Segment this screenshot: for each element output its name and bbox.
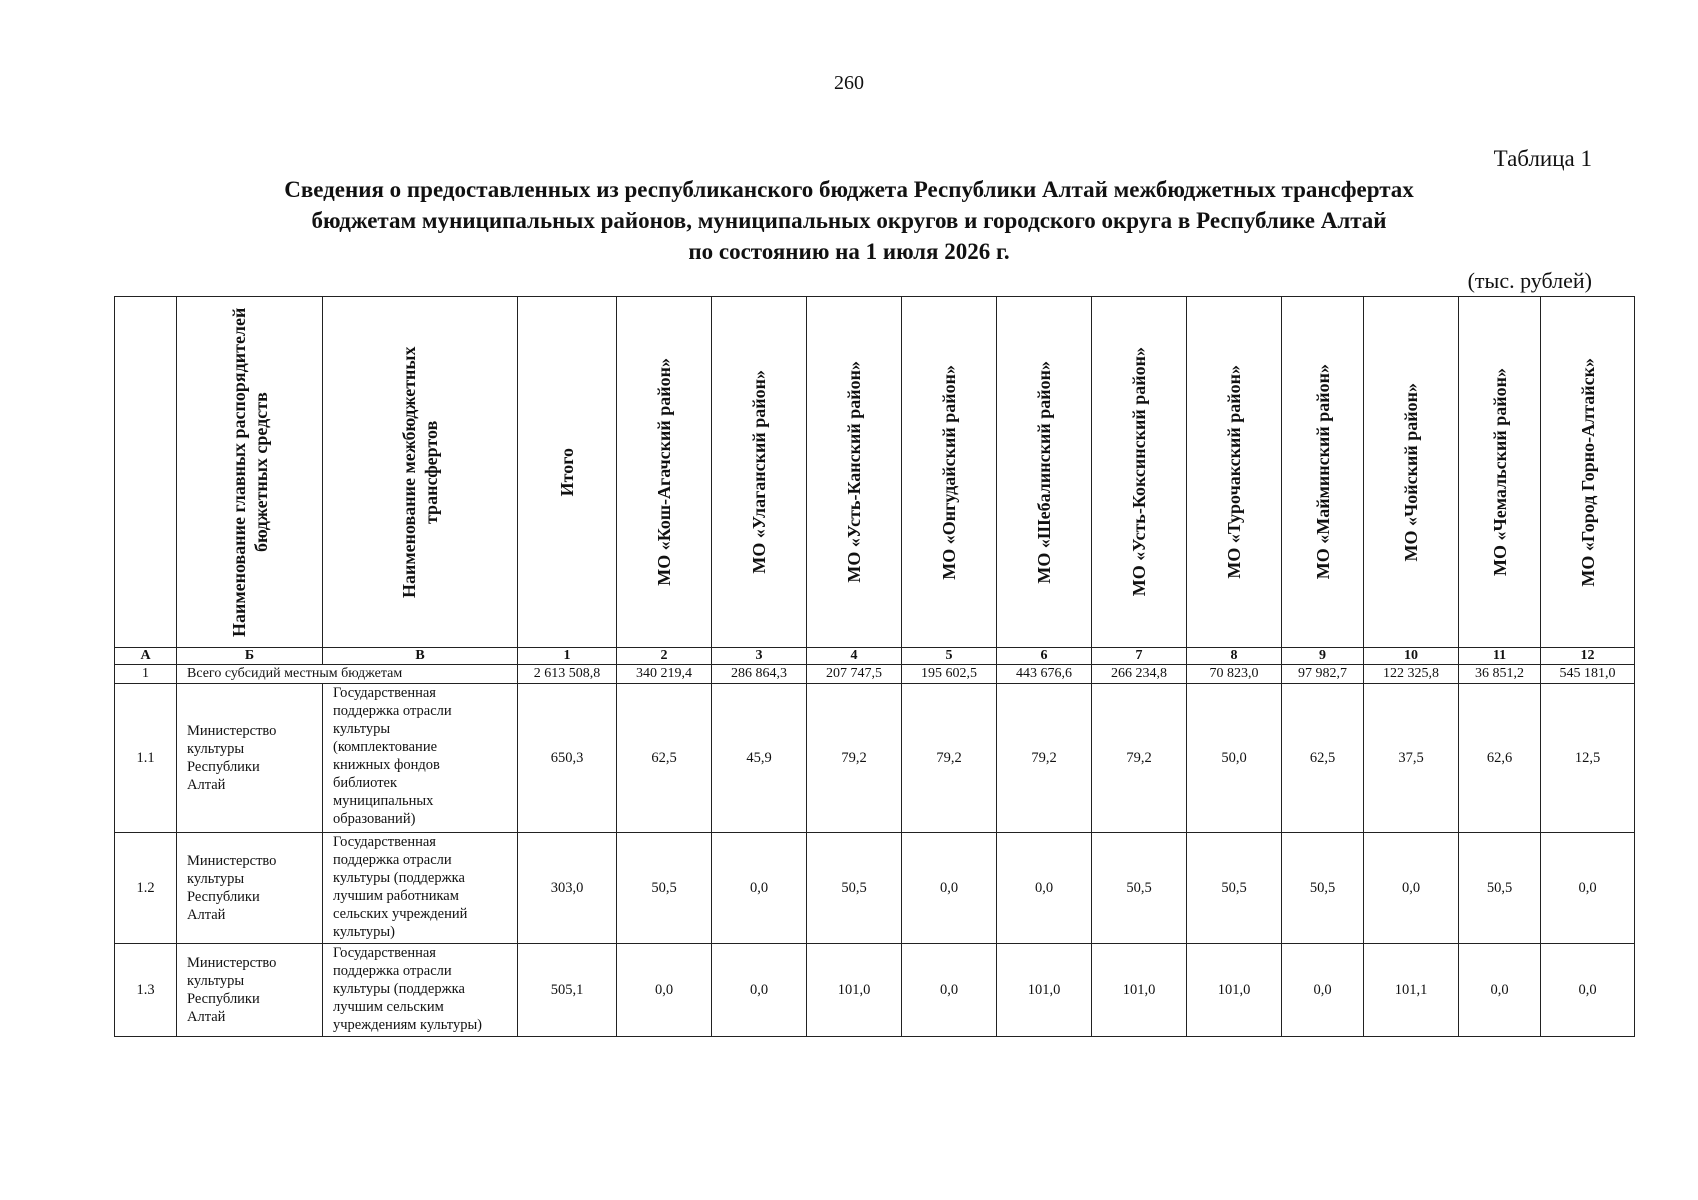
transfer-line: культуры) (333, 924, 395, 940)
column-number: 3 (712, 648, 807, 665)
header-cell-district (1282, 297, 1364, 648)
transfer-line: поддержка отрасли (333, 852, 452, 868)
header-district: МО «Усть-Коксинский район» (1129, 347, 1149, 597)
ministry-line: Республики (187, 991, 260, 1007)
value-cell: 62,5 (617, 684, 712, 833)
header-district: МО «Кош-Агачский район» (654, 358, 674, 586)
transfer-line: муниципальных (333, 793, 434, 809)
value-cell: 12,5 (1541, 684, 1635, 833)
transfer-line: лучшим работникам (333, 888, 459, 904)
ministry-line: Республики (187, 759, 260, 775)
value-cell: 266 234,8 (1092, 665, 1187, 684)
ministry-line: Министерство (187, 723, 277, 739)
value-cell: 0,0 (997, 833, 1092, 944)
column-number: 7 (1092, 648, 1187, 665)
table-row (115, 684, 1635, 833)
header-district: МО «Чойский район» (1401, 382, 1421, 562)
value-cell: 303,0 (518, 833, 617, 944)
value-cell: 101,0 (807, 944, 902, 1037)
value-cell: 45,9 (712, 684, 807, 833)
total-label: Всего субсидий местным бюджетам (177, 665, 518, 684)
column-number: 5 (902, 648, 997, 665)
transfer-line: поддержка отрасли (333, 703, 452, 719)
title-line: Сведения о предоставленных из республиканского бюджета Республики Алтай межбюджетных трансфертах (284, 177, 1414, 202)
value-cell: 0,0 (902, 944, 997, 1037)
column-number: 6 (997, 648, 1092, 665)
value-cell: 62,5 (1282, 684, 1364, 833)
transfer-line: сельских учреждений (333, 906, 468, 922)
header-total: Итого (557, 447, 577, 497)
transfer-line: книжных фондов (333, 757, 440, 773)
header-cell-ministry (177, 297, 323, 648)
header-district: МО «Улаганский район» (749, 370, 769, 574)
ministry-line: культуры (187, 871, 245, 887)
value-cell: 545 181,0 (1541, 665, 1635, 684)
header-district: МО «Город Горно-Алтайск» (1577, 357, 1598, 587)
value-cell: 79,2 (1092, 684, 1187, 833)
ministry-cell (177, 833, 323, 944)
column-number: 12 (1541, 648, 1635, 665)
value-cell: 101,0 (1187, 944, 1282, 1037)
header-district: МО «Турочакский район» (1224, 365, 1244, 579)
value-cell: 340 219,4 (617, 665, 712, 684)
header-district: МО «Усть-Канский район» (844, 361, 864, 583)
row-index: 1 (115, 665, 177, 684)
transfers-table (114, 296, 1635, 1037)
ministry-line: культуры (187, 973, 245, 989)
header-row (115, 297, 1635, 648)
transfer-line: поддержка отрасли (333, 963, 452, 979)
row-index: 1.2 (115, 833, 177, 944)
ministry-line: Алтай (187, 1009, 226, 1025)
value-cell: 79,2 (807, 684, 902, 833)
value-cell: 50,5 (1459, 833, 1541, 944)
header-cell-district (712, 297, 807, 648)
header-transfer: Наименование межбюджетных трансфертов (399, 346, 441, 598)
header-cell-district (1364, 297, 1459, 648)
value-cell: 37,5 (1364, 684, 1459, 833)
value-cell: 0,0 (902, 833, 997, 944)
value-cell: 207 747,5 (807, 665, 902, 684)
value-cell: 505,1 (518, 944, 617, 1037)
value-cell: 101,0 (1092, 944, 1187, 1037)
value-cell: 0,0 (1459, 944, 1541, 1037)
header-cell-district (617, 297, 712, 648)
value-cell: 101,0 (997, 944, 1092, 1037)
table-title (150, 174, 1548, 267)
transfer-line: Государственная (333, 945, 436, 961)
header-cell-index (115, 297, 177, 648)
table-label: Таблица 1 (1493, 146, 1592, 171)
value-cell: 2 613 508,8 (518, 665, 617, 684)
value-cell: 50,5 (807, 833, 902, 944)
transfer-line: (комплектование (333, 739, 438, 755)
transfer-line: образований) (333, 811, 416, 827)
header-district: МО «Онгудайский район» (939, 364, 959, 580)
ministry-line: Республики (187, 889, 260, 905)
column-number: 11 (1459, 648, 1541, 665)
ministry-line: Министерство (187, 955, 277, 971)
column-number: Б (177, 648, 323, 665)
ministry-cell (177, 684, 323, 833)
column-number: 1 (518, 648, 617, 665)
header-cell-district (1541, 297, 1635, 648)
header-cell-total (518, 297, 617, 648)
header-cell-district (1187, 297, 1282, 648)
transfer-line: Государственная (333, 834, 436, 850)
row-index: 1.3 (115, 944, 177, 1037)
value-cell: 0,0 (712, 833, 807, 944)
transfer-cell (323, 684, 518, 833)
page-number: 260 (834, 72, 864, 94)
column-number: 9 (1282, 648, 1364, 665)
header-cell-district (807, 297, 902, 648)
header-ministry: Наименование главных распорядителей бюджетных средств (228, 307, 271, 637)
ministry-line: Алтай (187, 777, 226, 793)
ministry-line: Министерство (187, 853, 277, 869)
value-cell: 50,5 (1282, 833, 1364, 944)
value-cell: 62,6 (1459, 684, 1541, 833)
title-line: бюджетам муниципальных районов, муниципальных округов и городского округа в Республике Алтай (311, 208, 1387, 233)
value-cell: 0,0 (1282, 944, 1364, 1037)
value-cell: 195 602,5 (902, 665, 997, 684)
transfer-line: библиотек (333, 775, 398, 791)
header-district: МО «Майминский район» (1312, 364, 1333, 580)
value-cell: 443 676,6 (997, 665, 1092, 684)
value-cell: 50,0 (1187, 684, 1282, 833)
value-cell: 50,5 (1187, 833, 1282, 944)
transfer-line: лучшим сельским (333, 999, 444, 1015)
header-district: МО «Шебалинский район» (1034, 360, 1054, 584)
transfer-line: учреждениям культуры) (333, 1017, 483, 1033)
value-cell: 0,0 (1541, 944, 1635, 1037)
transfer-line: культуры (поддержка (333, 981, 465, 997)
transfer-line: культуры (поддержка (333, 870, 465, 886)
row-index: 1.1 (115, 684, 177, 833)
header-cell-district (997, 297, 1092, 648)
units-label: (тыс. рублей) (1467, 268, 1592, 293)
value-cell: 70 823,0 (1187, 665, 1282, 684)
header-cell-transfer (323, 297, 518, 648)
total-row (115, 665, 1635, 684)
column-number: А (115, 648, 177, 665)
column-number-row (115, 648, 1635, 665)
ministry-line: культуры (187, 741, 245, 757)
ministry-line: Алтай (187, 907, 226, 923)
column-number: В (323, 648, 518, 665)
column-number: 4 (807, 648, 902, 665)
value-cell: 0,0 (1541, 833, 1635, 944)
value-cell: 79,2 (902, 684, 997, 833)
value-cell: 97 982,7 (1282, 665, 1364, 684)
transfer-cell (323, 833, 518, 944)
ministry-cell (177, 944, 323, 1037)
value-cell: 0,0 (1364, 833, 1459, 944)
column-number: 10 (1364, 648, 1459, 665)
table-row (115, 833, 1635, 944)
header-cell-district (1092, 297, 1187, 648)
value-cell: 286 864,3 (712, 665, 807, 684)
value-cell: 36 851,2 (1459, 665, 1541, 684)
header-cell-district (902, 297, 997, 648)
value-cell: 50,5 (1092, 833, 1187, 944)
value-cell: 122 325,8 (1364, 665, 1459, 684)
value-cell: 650,3 (518, 684, 617, 833)
column-number: 8 (1187, 648, 1282, 665)
table-row (115, 944, 1635, 1037)
header-cell-district (1459, 297, 1541, 648)
column-number: 2 (617, 648, 712, 665)
transfer-line: Государственная (333, 685, 436, 701)
transfer-cell (323, 944, 518, 1037)
value-cell: 79,2 (997, 684, 1092, 833)
title-line: по состоянию на 1 июля 2026 г. (688, 239, 1010, 264)
value-cell: 50,5 (617, 833, 712, 944)
header-district: МО «Чемальский район» (1489, 368, 1510, 576)
value-cell: 0,0 (617, 944, 712, 1037)
value-cell: 101,1 (1364, 944, 1459, 1037)
transfer-line: культуры (333, 721, 391, 737)
value-cell: 0,0 (712, 944, 807, 1037)
